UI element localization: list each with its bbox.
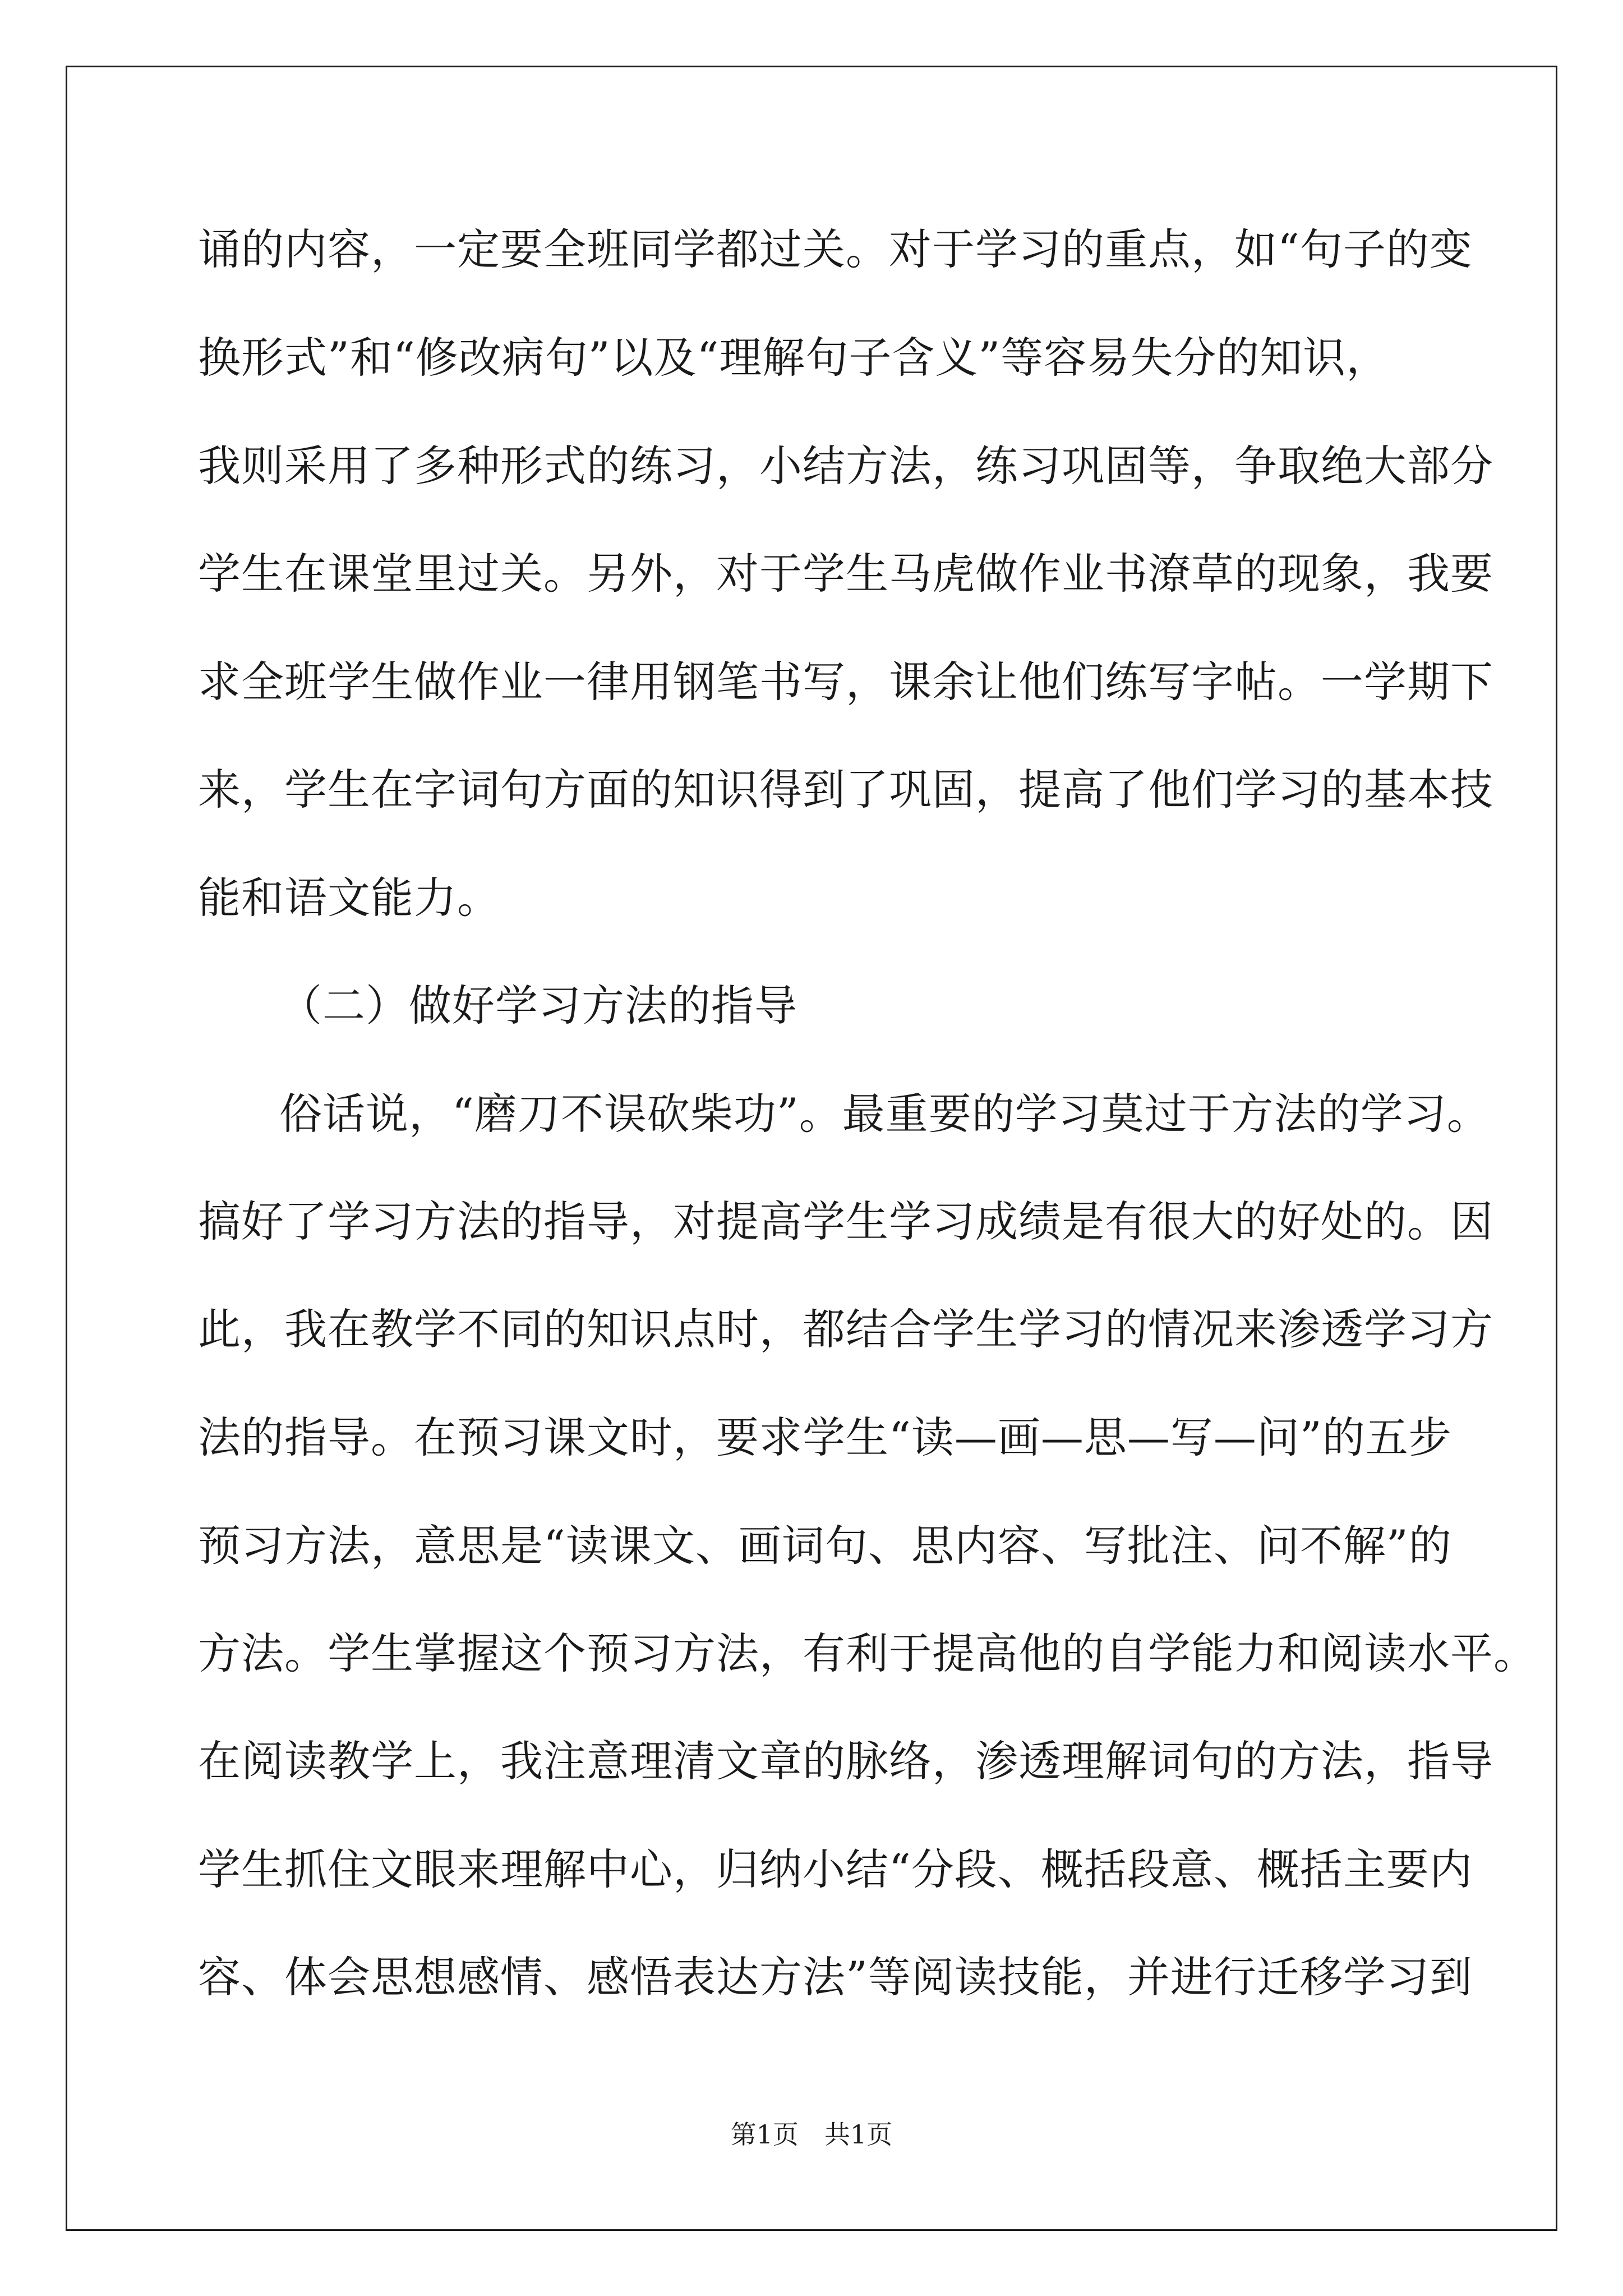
paragraph-line-9: 俗话说，“磨刀不误砍柴功”。最重要的学习莫过于方法的学习。 (279, 1089, 1490, 1139)
paragraph-line-5: 求全班学生做作业一律用钢笔书写，课余让他们练写字帖。一学期下 (198, 657, 1493, 707)
paragraph-line-14: 方法。学生掌握这个预习方法，有利于提高他的自学能力和阅读水平。 (198, 1628, 1537, 1678)
paragraph-line-16: 学生抓住文眼来理解中心，归纳小结“分段、概括段意、概括主要内 (198, 1844, 1473, 1894)
paragraph-line-4: 学生在课堂里过关。另外，对于学生马虎做作业书潦草的现象，我要 (198, 549, 1493, 599)
section-heading: （二）做好学习方法的指导 (279, 981, 797, 1030)
paragraph-line-3: 我则采用了多种形式的练习，小结方法，练习巩固等，争取绝大部分 (198, 441, 1493, 491)
paragraph-line-10: 搞好了学习方法的指导，对提高学生学习成绩是有很大的好处的。因 (198, 1197, 1493, 1246)
paragraph-line-2: 换形式”和“修改病句”以及“理解句子含义”等容易失分的知识， (198, 333, 1390, 383)
paragraph-line-1: 诵的内容，一定要全班同学都过关。对于学习的重点，如“句子的变 (198, 224, 1473, 274)
paragraph-line-12: 法的指导。在预习课文时，要求学生“读—画—思—写—问”的五步 (198, 1412, 1452, 1462)
page-footer: 第1页 共1页 (730, 2119, 893, 2150)
paragraph-line-7: 能和语文能力。 (198, 873, 500, 923)
paragraph-line-17: 容、体会思想感情、感悟表达方法”等阅读技能，并进行迁移学习到 (198, 1952, 1473, 2002)
paragraph-line-13: 预习方法，意思是“读课文、画词句、思内容、写批注、问不解”的 (198, 1521, 1452, 1571)
paragraph-line-15: 在阅读教学上，我注意理清文章的脉络，渗透理解词句的方法，指导 (198, 1736, 1493, 1786)
paragraph-line-6: 来，学生在字词句方面的知识得到了巩固，提高了他们学习的基本技 (198, 765, 1493, 815)
paragraph-line-11: 此，我在教学不同的知识点时，都结合学生学习的情况来渗透学习方 (198, 1304, 1493, 1354)
